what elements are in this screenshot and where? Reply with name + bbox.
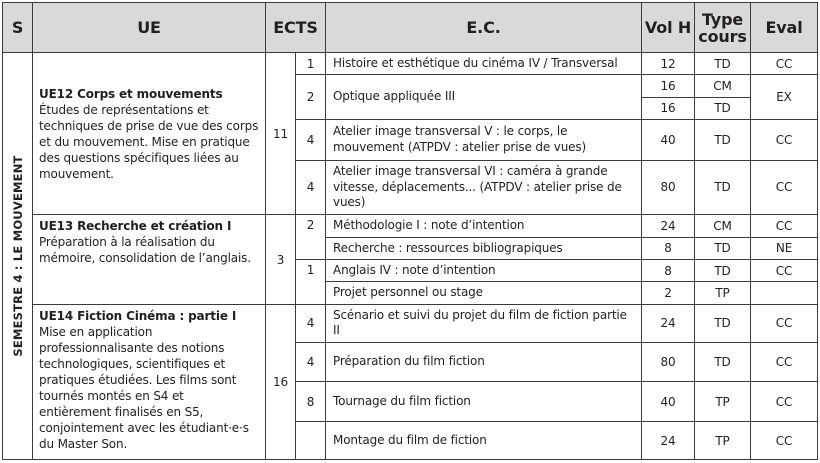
header-ue: UE	[33, 3, 266, 53]
header-volh: Vol H	[642, 3, 695, 53]
ec-eval: CC	[751, 304, 818, 343]
ec-type: TP	[695, 282, 751, 304]
ue14-ects: 16	[266, 304, 296, 459]
ec-volh: 40	[642, 119, 695, 160]
ec-eval: CC	[751, 260, 818, 282]
header-type-line1: Type	[701, 9, 744, 29]
ec-label: Projet personnel ou stage	[326, 282, 642, 304]
ec-volh: 16	[642, 75, 695, 97]
semester-cell	[3, 53, 33, 460]
ec-volh: 24	[642, 422, 695, 460]
ec-volh: 80	[642, 343, 695, 382]
ec-volh: 24	[642, 215, 695, 237]
ue12-cell	[33, 53, 266, 215]
ec-label: Optique appliquée III	[326, 75, 642, 120]
header-s: S	[3, 3, 33, 53]
ue14-description: Mise en application professionnalisante des notions technologiques, scientifiques et pratiques étudiées. Les films sont tournés montés en S4 et entièrement finalisés en S5, conjointement avec les étudiant·e·s du Master Son.	[39, 324, 249, 451]
ec-volh: 80	[642, 160, 695, 215]
ec-volh: 8	[642, 260, 695, 282]
ec-volh: 40	[642, 381, 695, 422]
ec-volh: 24	[642, 304, 695, 343]
ec-volh: 8	[642, 237, 695, 259]
ec-label: Anglais IV : note d’intention	[326, 260, 642, 282]
header-ects: ECTS	[266, 3, 326, 53]
ec-ects: 8	[296, 381, 326, 422]
ue13-title: UE13 Recherche et création I	[39, 219, 232, 234]
ec-eval: NE	[751, 237, 818, 259]
ec-label: Montage du film de fiction	[326, 422, 642, 460]
ec-ects: 4	[296, 160, 326, 215]
ec-volh: 2	[642, 282, 695, 304]
ec-label: Scénario et suivi du projet du film de fiction partie II	[326, 304, 642, 343]
ec-ects: 4	[296, 304, 326, 343]
ec-type: TD	[695, 237, 751, 259]
ec-label: Atelier image transversal VI : caméra à grande vitesse, déplacements... (ATPDV : atelier prise de vues)	[326, 160, 642, 215]
ue12-title: UE12 Corps et mouvements	[39, 87, 223, 102]
ec-label: Méthodologie I : note d’intention	[326, 215, 642, 237]
ec-type: TD	[695, 304, 751, 343]
header-type	[695, 3, 751, 53]
ec-ects: 1	[296, 260, 326, 305]
table-row	[3, 215, 818, 237]
ec-eval: CC	[751, 119, 818, 160]
ec-type: TD	[695, 119, 751, 160]
ue13-cell	[33, 215, 266, 304]
header-row	[3, 3, 818, 53]
ec-ects: 4	[296, 343, 326, 382]
header-type-line2: cours	[698, 26, 747, 46]
ue12-ects: 11	[266, 53, 296, 215]
curriculum-table	[2, 2, 818, 460]
ec-type: TP	[695, 422, 751, 460]
ec-label: Atelier image transversal V : le corps, le mouvement (ATPDV : atelier prise de vues)	[326, 119, 642, 160]
ec-ects: 4	[296, 119, 326, 160]
ec-type: TD	[695, 97, 751, 119]
ec-label: Recherche : ressources bibliograpiques	[326, 237, 642, 259]
ec-type: TD	[695, 343, 751, 382]
ec-type: TD	[695, 160, 751, 215]
ec-eval	[751, 282, 818, 304]
ec-label: Histoire et esthétique du cinéma IV / Transversal	[326, 53, 642, 75]
ec-eval: CC	[751, 422, 818, 460]
ue13-description: Préparation à la réalisation du mémoire, consolidation de l’anglais.	[39, 235, 251, 266]
semester-label: SEMESTRE 4 : LE MOUVEMENT	[10, 155, 25, 357]
ec-type: CM	[695, 75, 751, 97]
ec-eval: CC	[751, 343, 818, 382]
ec-eval: EX	[751, 75, 818, 120]
ec-ects: 2	[296, 75, 326, 120]
ec-label: Préparation du film fiction	[326, 343, 642, 382]
header-ec: E.C.	[326, 3, 642, 53]
ec-type: TP	[695, 381, 751, 422]
table-row	[3, 53, 818, 75]
ec-volh: 12	[642, 53, 695, 75]
ec-type: CM	[695, 215, 751, 237]
ec-eval: CC	[751, 215, 818, 237]
ec-eval: CC	[751, 53, 818, 75]
ec-eval: CC	[751, 160, 818, 215]
ec-type: TD	[695, 53, 751, 75]
ec-label: Tournage du film fiction	[326, 381, 642, 422]
ue14-title: UE14 Fiction Cinéma : partie I	[39, 308, 237, 323]
header-eval: Eval	[751, 3, 818, 53]
table-row	[3, 304, 818, 343]
ue14-cell	[33, 304, 266, 459]
ue13-ects: 3	[266, 215, 296, 304]
ec-volh: 16	[642, 97, 695, 119]
ec-ects	[296, 422, 326, 460]
ec-eval: CC	[751, 381, 818, 422]
ec-ects: 1	[296, 53, 326, 75]
ec-ects: 2	[296, 215, 326, 260]
ue12-description: Études de représentations et techniques de prise de vue des corps et du mouvement. Mise en pratique des questions spécifiques liées au mouvement.	[39, 103, 259, 182]
ec-type: TD	[695, 260, 751, 282]
